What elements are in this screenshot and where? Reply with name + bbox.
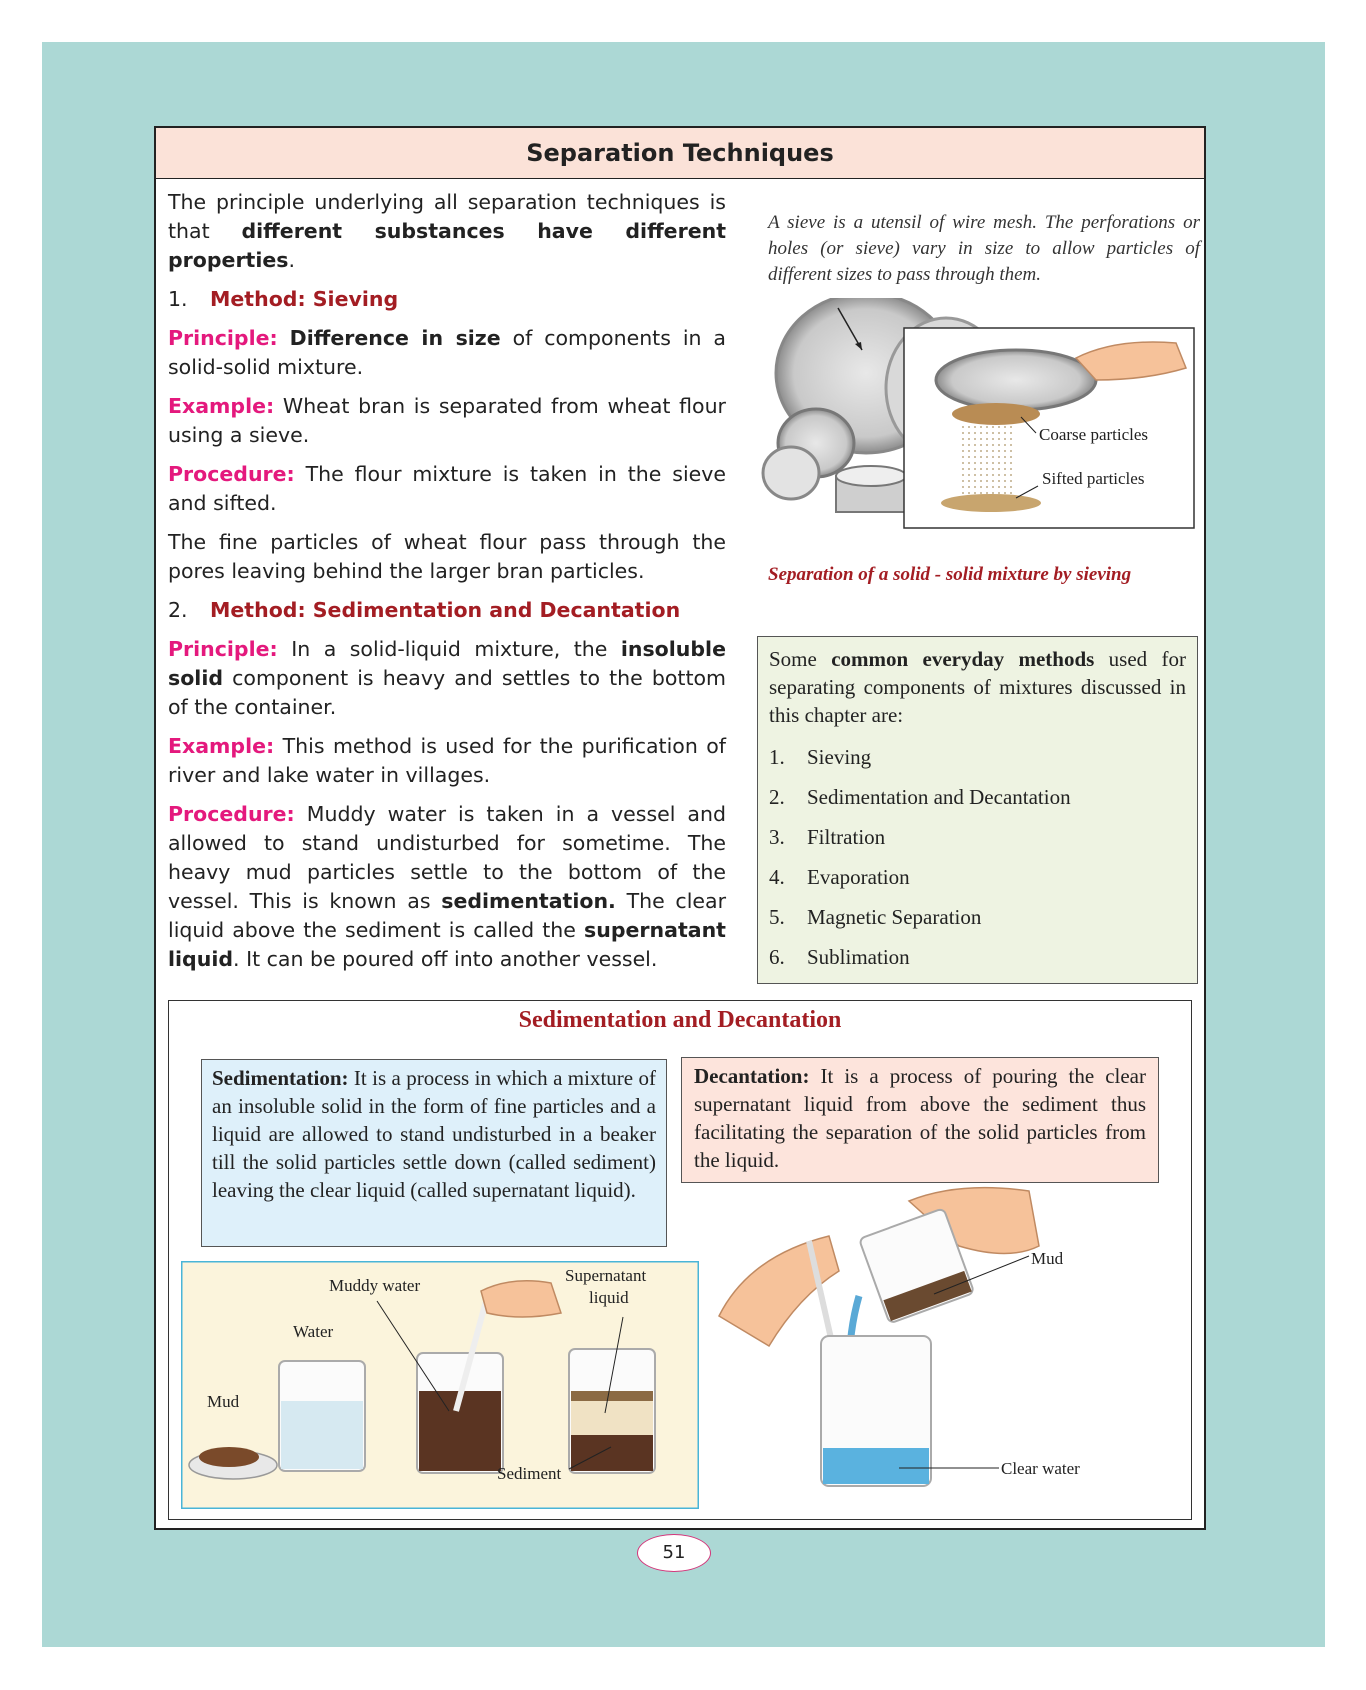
mud-label: Mud bbox=[1031, 1249, 1064, 1268]
drum-sieve-top bbox=[836, 466, 906, 486]
sifted-label: Sifted particles bbox=[1042, 469, 1145, 488]
sedimentation-section bbox=[168, 1000, 1192, 1520]
method-sieving-heading bbox=[168, 285, 726, 314]
coarse-label: Coarse particles bbox=[1039, 425, 1149, 444]
procedure-text-mid: The clear liquid above the sediment is called the bbox=[168, 889, 726, 942]
intro-paragraph bbox=[168, 188, 726, 275]
sedimentation-procedure bbox=[168, 800, 726, 974]
procedure-text: The flour mixture is taken in the sieve and sifted. bbox=[168, 462, 726, 515]
methods-bold: common everyday methods bbox=[831, 647, 1095, 671]
sedimentation-principle bbox=[168, 635, 726, 722]
list-number: 4. bbox=[769, 865, 785, 889]
methods-intro bbox=[769, 645, 1186, 729]
example-label: Example: bbox=[168, 394, 275, 418]
definition-label: Decantation: bbox=[694, 1064, 810, 1088]
procedure-label: Procedure: bbox=[168, 802, 295, 826]
intro-end: . bbox=[288, 248, 296, 272]
methods-box bbox=[757, 636, 1198, 984]
clear-water bbox=[823, 1448, 929, 1484]
list-item bbox=[769, 777, 1186, 817]
intro-text: The principle underlying all separation techniques is that bbox=[168, 190, 726, 243]
list-text: Magnetic Separation bbox=[807, 905, 982, 929]
procedure-text: Muddy water is taken in a vessel and allowed to stand undisturbed for sometime. The heavy mud particles settle to the bottom of the vessel. This is known as bbox=[168, 802, 726, 913]
example-text: This method is used for the purification of river and lake water in villages. bbox=[168, 734, 726, 787]
falling-particles bbox=[961, 423, 1016, 503]
list-item bbox=[769, 857, 1186, 897]
methods-pre: Some bbox=[769, 647, 832, 671]
hand-icon bbox=[481, 1281, 561, 1317]
list-text: Sedimentation and Decantation bbox=[807, 785, 1071, 809]
list-item bbox=[769, 817, 1186, 857]
list-text: Sieving bbox=[807, 745, 872, 769]
supernatant-label-2: liquid bbox=[589, 1288, 629, 1307]
method-number: 2. bbox=[168, 598, 188, 622]
content-page bbox=[154, 126, 1206, 1530]
principle-text-end: component is heavy and settles to the bottom of the container. bbox=[168, 666, 726, 719]
list-text: Evaporation bbox=[807, 865, 910, 889]
sedimentation-definition bbox=[201, 1059, 667, 1247]
mud-pile bbox=[199, 1447, 259, 1467]
list-number: 3. bbox=[769, 825, 785, 849]
sedimentation-illustration bbox=[181, 1261, 699, 1509]
list-number: 6. bbox=[769, 945, 785, 969]
procedure-label: Procedure: bbox=[168, 462, 295, 486]
sieving-principle bbox=[168, 324, 726, 382]
principle-label: Principle: bbox=[168, 326, 278, 350]
sediment bbox=[571, 1435, 653, 1471]
decantation-definition bbox=[681, 1057, 1159, 1183]
sedimentation-example bbox=[168, 732, 726, 790]
water-label: Water bbox=[293, 1322, 334, 1341]
muddy-water-label: Muddy water bbox=[329, 1276, 421, 1295]
hand-sieve bbox=[936, 350, 1096, 410]
supernatant bbox=[571, 1401, 653, 1435]
procedure-bold-2: supernatant liquid bbox=[168, 918, 726, 971]
sediment-label: Sediment bbox=[497, 1464, 562, 1483]
definition-text: It is a process in which a mixture of an insoluble solid in the form of fine particles and a liquid are allowed to stand undisturbed in a beaker till the solid particles settle down (called sediment) leaving the clear liquid (called supernatant liquid). bbox=[212, 1066, 656, 1202]
list-text: Sublimation bbox=[807, 945, 910, 969]
sieving-example bbox=[168, 392, 726, 450]
definition-text: It is a process of pouring the clear supernatant liquid from above the sediment thus facilitating the separation of the solid particles from the liquid. bbox=[694, 1064, 1146, 1172]
left-column bbox=[168, 188, 726, 984]
tiny-sieve bbox=[763, 447, 819, 499]
list-text: Filtration bbox=[807, 825, 886, 849]
water bbox=[281, 1401, 363, 1469]
list-number: 5. bbox=[769, 905, 785, 929]
decantation-illustration bbox=[709, 1186, 1179, 1516]
definition-label: Sedimentation: bbox=[212, 1066, 349, 1090]
principle-bold: insoluble solid bbox=[168, 637, 726, 690]
coarse-particles bbox=[952, 403, 1040, 425]
principle-bold: Difference in size bbox=[289, 326, 501, 350]
section-title: Sedimentation and Decantation bbox=[518, 1007, 842, 1033]
sieve-caption: Separation of a solid - solid mixture by sieving bbox=[768, 564, 1132, 585]
intro-bold: different substances have different properties bbox=[168, 219, 726, 272]
method-heading: Method: Sedimentation and Decantation bbox=[210, 598, 681, 622]
supernatant-label-1: Supernatant bbox=[565, 1266, 647, 1285]
list-number: 1. bbox=[769, 745, 785, 769]
principle-text: of components in a solid-solid mixture. bbox=[168, 326, 726, 379]
page-title: Separation Techniques bbox=[156, 128, 1204, 179]
clear-water-label: Clear water bbox=[1001, 1459, 1080, 1478]
procedure-bold: sedimentation. bbox=[441, 889, 616, 913]
list-item bbox=[769, 737, 1186, 777]
page-number: 51 bbox=[637, 1534, 711, 1572]
list-item bbox=[769, 897, 1186, 937]
mud-label: Mud bbox=[207, 1392, 240, 1411]
methods-post: used for separating components of mixtures discussed in this chapter are: bbox=[769, 647, 1187, 727]
list-item bbox=[769, 937, 1186, 977]
example-text: Wheat bran is separated from wheat flour using a sieve. bbox=[168, 394, 726, 447]
floating-layer bbox=[571, 1391, 653, 1401]
method-heading: Method: Sieving bbox=[210, 287, 399, 311]
method-sedimentation-heading bbox=[168, 596, 726, 625]
sieving-explanation: The fine particles of wheat flour pass through the pores leaving behind the larger bran particles. bbox=[168, 530, 726, 583]
example-label: Example: bbox=[168, 734, 275, 758]
sieving-procedure bbox=[168, 460, 726, 518]
principle-text: In a solid-liquid mixture, the bbox=[277, 637, 621, 661]
procedure-text-end: . It can be poured off into another vessel. bbox=[233, 947, 658, 971]
sifted-pile bbox=[941, 494, 1041, 512]
method-number: 1. bbox=[168, 287, 188, 311]
list-number: 2. bbox=[769, 785, 785, 809]
sieve-note: A sieve is a utensil of wire mesh. The perforations or holes (or sieve) vary in size to allow particles of different sizes to pass through them. bbox=[768, 212, 1200, 285]
principle-label: Principle: bbox=[168, 637, 278, 661]
